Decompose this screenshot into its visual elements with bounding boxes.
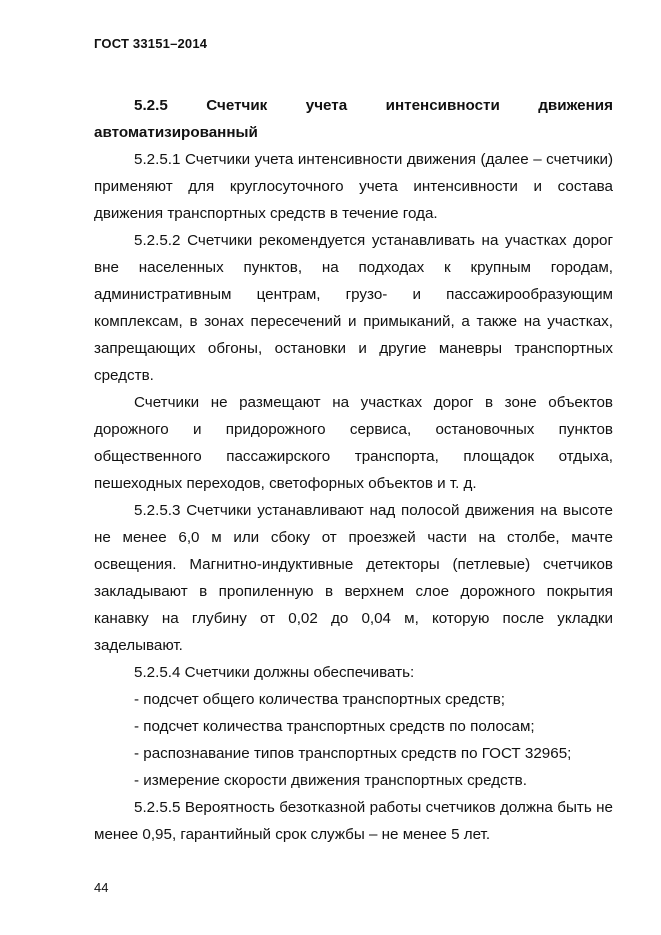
page-number: 44 <box>94 880 109 895</box>
list-item: - подсчет общего количества транспортных средств; <box>134 691 506 708</box>
paragraph-5-2-5-2: 5.2.5.2 Счетчики рекомендуется устанавливать на участках дорог вне населенных пунктов, на подходах к крупным городам, административным центрам, грузо- и пассажирообразующим комплексам, в зонах пересечений и примыканий, а также на участках, запрещающих обгоны, остановки и другие маневры транспортных средств. <box>94 232 613 384</box>
list-item: - измерение скорости движения транспортных средств. <box>134 772 527 789</box>
document-body <box>94 92 613 848</box>
list-item: - распознавание типов транспортных средств по ГОСТ 32965; <box>134 745 572 762</box>
paragraph-5-2-5-5: 5.2.5.5 Вероятность безотказной работы счетчиков должна быть не менее 0,95, гарантийный срок службы – не менее 5 лет. <box>94 799 613 843</box>
paragraph-5-2-5-3: 5.2.5.3 Счетчики устанавливают над полосой движения на высоте не менее 6,0 м или сбоку от проезжей части на столбе, мачте освещения. Магнитно-индуктивные детекторы (петлевые) счетчиков закладывают в пропиленную в верхнем слое дорожного покрытия канавку на глубину от 0,02 до 0,04 м, которую после укладки заделывают. <box>94 502 613 654</box>
paragraph-5-2-5-4: 5.2.5.4 Счетчики должны обеспечивать: <box>134 664 415 681</box>
paragraph-placement: Счетчики не размещают на участках дорог в зоне объектов дорожного и придорожного сервиса, остановочных пунктов общественного пассажирского транспорта, площадок отдыха, пешеходных переходов, светофорных объектов и т. д. <box>94 394 613 492</box>
document-header: ГОСТ 33151–2014 <box>94 36 208 51</box>
list-item: - подсчет количества транспортных средств по полосам; <box>134 718 535 735</box>
section-title: 5.2.5 Счетчик учета интенсивности движения автоматизированный <box>94 97 613 141</box>
paragraph-5-2-5-1: 5.2.5.1 Счетчики учета интенсивности движения (далее – счетчики) применяют для круглосуточного учета интенсивности и состава движения транспортных средств в течение года. <box>94 151 613 222</box>
